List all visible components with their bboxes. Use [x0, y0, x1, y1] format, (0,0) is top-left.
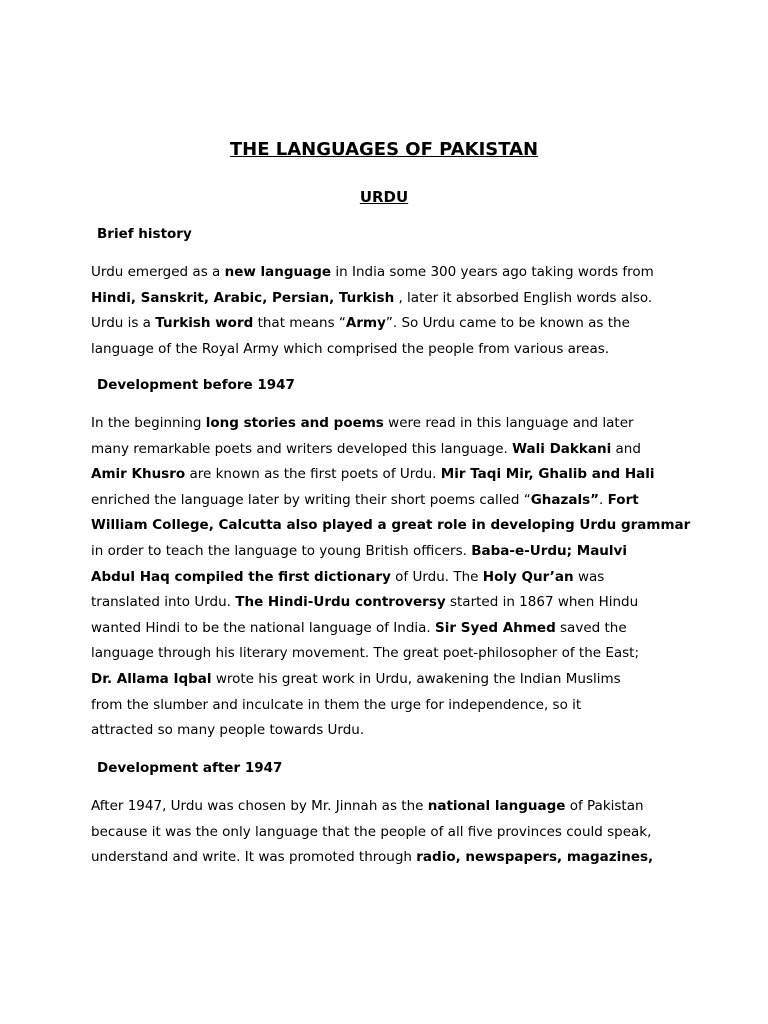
- text-run: attracted so many people towards Urdu.: [91, 722, 365, 739]
- bold-text: radio, newspapers, magazines,: [416, 849, 654, 866]
- text-run: many remarkable poets and writers developed this language.: [91, 440, 513, 457]
- paragraph-line: [91, 337, 691, 363]
- paragraph-line: [91, 667, 691, 693]
- paragraph-line: [91, 641, 691, 667]
- text-run: were read in this language and later: [383, 415, 634, 431]
- text-run: understand and write. It was promoted through: [91, 849, 417, 866]
- paragraph-line: [91, 437, 691, 463]
- text-run: Urdu is a: [91, 315, 156, 332]
- text-run: started in 1867 when Hindu: [445, 594, 639, 611]
- text-run: ”. So Urdu came to be known as the: [385, 315, 630, 332]
- text-run: After 1947, Urdu was chosen by Mr. Jinnah as the: [91, 798, 428, 814]
- text-run: from the slumber and inculcate in them the urge for independence, so it: [91, 696, 582, 713]
- text-run: in India some 300 years ago taking words from: [331, 264, 654, 280]
- paragraph-line: [91, 794, 691, 820]
- text-run: translated into Urdu.: [91, 594, 236, 611]
- paragraph-line: [91, 462, 691, 488]
- paragraph-line: [91, 311, 691, 337]
- bold-text: Dr. Allama Iqbal: [91, 670, 212, 687]
- paragraph-line: [91, 411, 691, 437]
- bold-text: Army: [345, 315, 386, 332]
- paragraph-line: [91, 260, 691, 286]
- bold-text: Holy Qur’an: [482, 568, 574, 585]
- paragraph-line: [91, 820, 691, 846]
- heading-development-before-1947: Development before 1947: [97, 377, 295, 393]
- text-run: because it was the only language that the people of all five provinces could speak,: [91, 823, 652, 840]
- paragraph-line: [91, 513, 691, 539]
- text-run: , later it absorbed English words also.: [394, 289, 653, 306]
- bold-text: national language: [427, 798, 566, 814]
- text-run: language of the Royal Army which comprised the people from various areas.: [91, 340, 610, 357]
- text-run: in order to teach the language to young British officers.: [91, 542, 472, 559]
- text-run: saved the: [555, 619, 627, 636]
- paragraph-line: [91, 565, 691, 591]
- paragraph-line: [91, 845, 691, 871]
- bold-text: Baba-e-Urdu; Maulvi: [471, 542, 627, 559]
- bold-text: long stories and poems: [205, 415, 384, 431]
- heading-development-after-1947: Development after 1947: [97, 760, 283, 776]
- bold-text: Fort: [607, 491, 639, 508]
- text-run: was: [573, 568, 605, 585]
- bold-text: Abdul Haq compiled the first dictionary: [91, 568, 391, 585]
- paragraph-brief-history: [91, 260, 691, 362]
- text-run: enriched the language later by writing their short poems called “: [91, 491, 531, 508]
- text-run: and: [611, 440, 641, 457]
- heading-brief-history: Brief history: [97, 226, 192, 242]
- text-run: Urdu emerged as a: [91, 264, 225, 280]
- paragraph-line: [91, 286, 691, 312]
- paragraph-line: [91, 616, 691, 642]
- paragraph-line: [91, 590, 691, 616]
- bold-text: Sir Syed Ahmed: [435, 619, 556, 636]
- bold-text: The Hindi-Urdu controversy: [235, 594, 446, 611]
- text-run: language through his literary movement. The great poet-philosopher of the East;: [91, 645, 640, 662]
- bold-text: Turkish word: [155, 315, 254, 332]
- text-run: wanted Hindi to be the national language of India.: [91, 619, 436, 636]
- text-run: are known as the first poets of Urdu.: [185, 466, 441, 483]
- text-run: of Pakistan: [565, 798, 644, 814]
- text-run: In the beginning: [91, 415, 206, 431]
- text-run: wrote his great work in Urdu, awakening the Indian Muslims: [211, 670, 621, 687]
- bold-text: Ghazals”: [530, 491, 600, 508]
- paragraph-line: [91, 718, 691, 744]
- bold-text: Wali Dakkani: [512, 440, 612, 457]
- bold-text: Mir Taqi Mir, Ghalib and Hali: [440, 466, 655, 483]
- page-title: THE LANGUAGES OF PAKISTAN: [229, 139, 539, 160]
- bold-text: Hindi, Sanskrit, Arabic, Persian, Turkish: [91, 289, 395, 306]
- paragraph-development-after-1947: [91, 794, 691, 871]
- bold-text: Amir Khusro: [91, 466, 186, 483]
- paragraph-line: [91, 539, 691, 565]
- text-run: of Urdu. The: [390, 568, 483, 585]
- text-run: .: [599, 491, 608, 508]
- bold-text: new language: [224, 264, 332, 280]
- paragraph-development-before-1947: [91, 411, 691, 744]
- paragraph-line: [91, 693, 691, 719]
- text-run: that means “: [253, 315, 346, 332]
- section-title-urdu: URDU: [359, 188, 409, 206]
- bold-text: William College, Calcutta also played a great role in developing Urdu grammar: [91, 517, 691, 534]
- paragraph-line: [91, 488, 691, 514]
